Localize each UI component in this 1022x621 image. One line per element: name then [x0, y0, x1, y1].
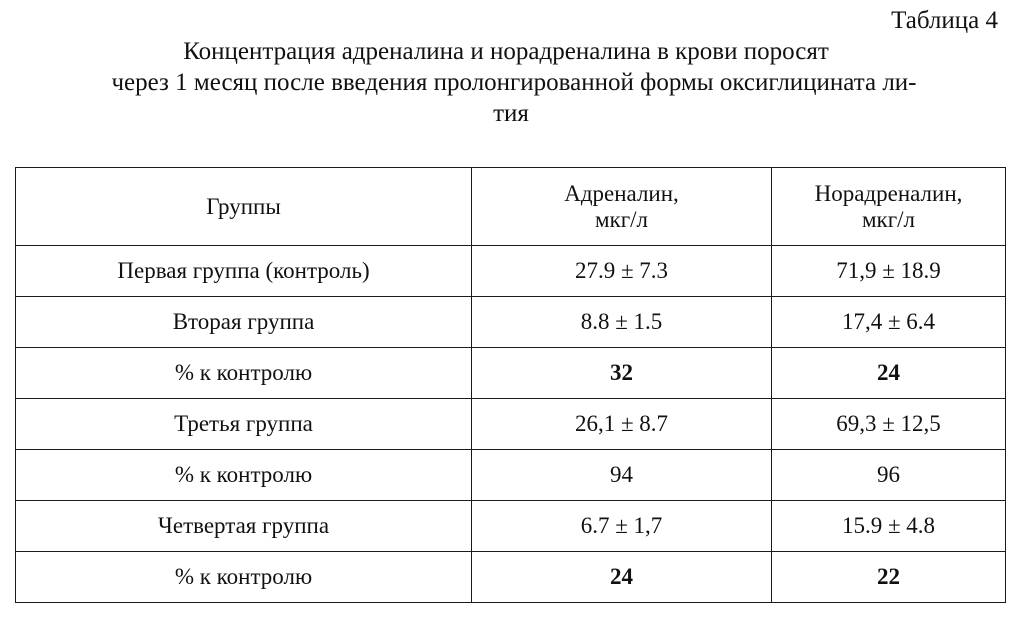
cell-adrenaline: 6.7 ± 1,7 [472, 501, 772, 552]
cell-group: Третья группа [16, 399, 472, 450]
cell-group: % к контролю [16, 348, 472, 399]
table-title [0, 36, 1022, 129]
table-row [16, 297, 1006, 348]
table-number: Таблица 4 [891, 7, 998, 34]
cell-noradrenaline: 69,3 ± 12,5 [772, 399, 1006, 450]
cell-group: Четвертая группа [16, 501, 472, 552]
header-groups-label: Группы [206, 193, 281, 219]
cell-group: % к контролю [16, 552, 472, 603]
title-line: через 1 месяц после введения пролонгированной формы оксиглицината ли- [111, 69, 917, 96]
header-groups [16, 168, 472, 246]
table-row [16, 501, 1006, 552]
table-row [16, 552, 1006, 603]
cell-adrenaline: 94 [472, 450, 772, 501]
table-row [16, 450, 1006, 501]
table-row [16, 348, 1006, 399]
cell-noradrenaline: 17,4 ± 6.4 [772, 297, 1006, 348]
cell-adrenaline: 26,1 ± 8.7 [472, 399, 772, 450]
cell-adrenaline: 24 [472, 552, 772, 603]
header-adrenaline-unit: мкг/л [594, 206, 649, 232]
table-row [16, 399, 1006, 450]
cell-group: Вторая группа [16, 297, 472, 348]
header-adrenaline [472, 168, 772, 246]
cell-noradrenaline: 71,9 ± 18.9 [772, 246, 1006, 297]
cell-noradrenaline: 24 [772, 348, 1006, 399]
cell-noradrenaline: 22 [772, 552, 1006, 603]
header-noradrenaline [772, 168, 1006, 246]
header-adrenaline-label: Адреналин, [564, 180, 679, 206]
table-row [16, 246, 1006, 297]
cell-group: Первая группа (контроль) [16, 246, 472, 297]
cell-adrenaline: 27.9 ± 7.3 [472, 246, 772, 297]
cell-noradrenaline: 96 [772, 450, 1006, 501]
cell-adrenaline: 8.8 ± 1.5 [472, 297, 772, 348]
cell-adrenaline: 32 [472, 348, 772, 399]
title-line: Концентрация адреналина и норадреналина в крови поросят [183, 38, 829, 65]
cell-group: % к контролю [16, 450, 472, 501]
header-noradrenaline-label: Норадреналин, [814, 180, 963, 206]
title-line: тия [493, 100, 529, 127]
concentration-table [15, 167, 1006, 603]
header-noradrenaline-unit: мкг/л [861, 206, 916, 232]
cell-noradrenaline: 15.9 ± 4.8 [772, 501, 1006, 552]
header-row [16, 168, 1006, 246]
